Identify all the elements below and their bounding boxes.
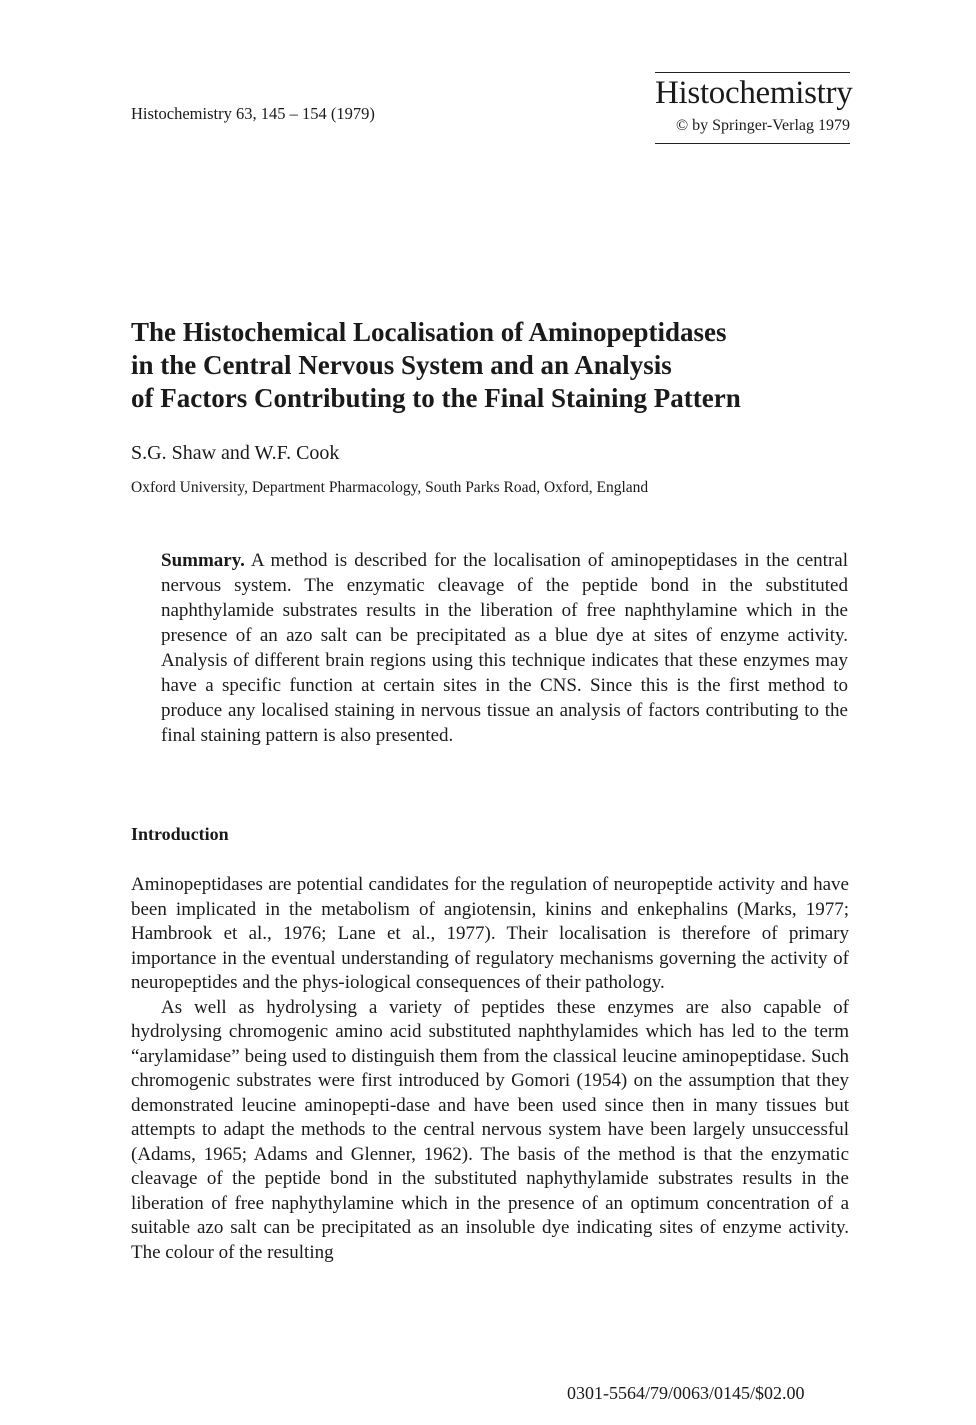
authors: S.G. Shaw and W.F. Cook (131, 442, 340, 464)
introduction-paragraph: As well as hydrolysing a variety of peptides these enzymes are also capable of hydrolysing chromogenic amino acid substituted naphthylamides which has led to the term “arylamidase” being used to distinguish them from the classical leucine aminopeptidase. Such chromogenic substrates were first introduced by Gomori (1954) on the assumption that they demonstrated leucine aminopepti-dase and have been used since then in many tissues but attempts to adapt the methods to the central nervous system have been largely unsuccessful (Adams, 1965; Adams and Glenner, 1962). The basis of the method is that the enzymatic cleavage of the peptide bond in the substituted naphythylamide substrates results in the liberation of free naphythylamine which in the presence of an optimum concentration of a suitable azo salt can be precipitated as an insoluble dye indicating sites of enzyme activity. The colour of the resulting (131, 996, 849, 1263)
title-line: of Factors Contributing to the Final Staining Pattern (131, 383, 741, 413)
article-code: 0301-5564/79/0063/0145/$02.00 (567, 1383, 805, 1403)
introduction-heading: Introduction (131, 824, 229, 844)
introduction-body (131, 873, 849, 1265)
masthead-top-rule (655, 72, 850, 73)
masthead-bottom-rule (655, 143, 850, 144)
summary-text: A method is described for the localisation of aminopeptidases in the central nervous system. The enzymatic cleavage of the peptide bond in the substituted naphthylamide substrates results in the liberation of free naphthylamine which in the presence of an azo salt can be precipitated as a blue dye at sites of enzyme activity. Analysis of different brain regions using this technique indicates that these enzymes may have a specific function at certain sites in the CNS. Since this is the first method to produce any localised staining in nervous tissue an analysis of factors contributing to the final staining pattern is also presented. (161, 550, 849, 746)
title-line: The Histochemical Localisation of Aminopeptidases (131, 317, 727, 347)
journal-name: Histochemistry (655, 75, 853, 111)
article-title (131, 316, 851, 415)
journal-masthead (655, 72, 853, 144)
journal-citation: Histochemistry 63, 145 – 154 (1979) (131, 104, 375, 123)
title-line: in the Central Nervous System and an Analysis (131, 350, 672, 380)
publisher-copyright: © by Springer-Verlag 1979 (675, 117, 850, 134)
introduction-paragraph: Aminopeptidases are potential candidates for the regulation of neuropeptide activity and have been implicated in the metabolism of angiotensin, kinins and enkephalins (Marks, 1977; Hambrook et al., 1976; Lane et al., 1977). Their localisation is therefore of primary importance in the eventual understanding of regulatory mechanisms governing the activity of neuropeptides and the phys-iological consequences of their pathology. (131, 874, 849, 993)
summary-abstract (161, 548, 848, 748)
affiliation: Oxford University, Department Pharmacology, South Parks Road, Oxford, England (131, 479, 649, 496)
summary-label: Summary. (161, 550, 245, 571)
